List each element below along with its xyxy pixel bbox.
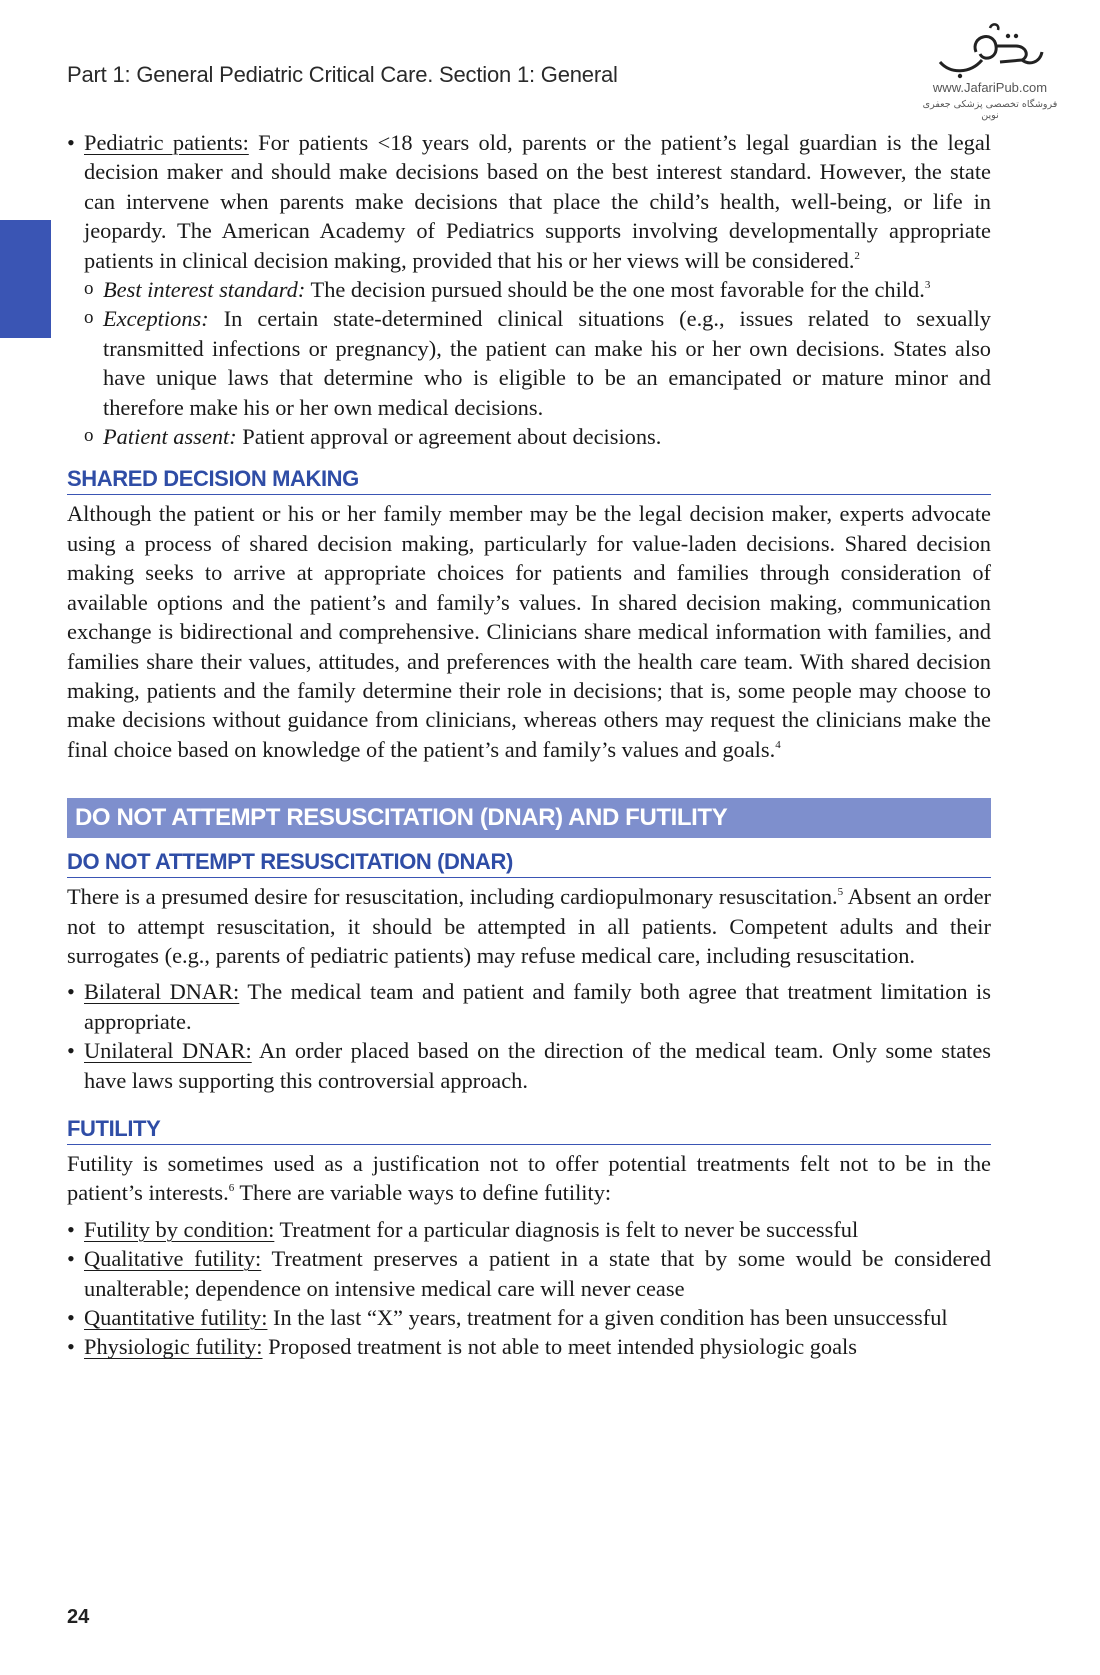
sub-bullet-patient-assent bbox=[67, 422, 991, 451]
paragraph-text: There is a presumed desire for resuscitation, including cardiopulmonary resuscitation. bbox=[67, 884, 838, 910]
bullet-physiologic-futility bbox=[67, 1332, 991, 1361]
jafaripub-logo-icon bbox=[930, 22, 1050, 80]
term-exceptions: Exceptions: bbox=[103, 306, 209, 332]
term-pediatric-patients: Pediatric patients: bbox=[84, 130, 249, 155]
bullet-text: The medical team and patient and family both agree that treatment limitation is appropriate. bbox=[84, 979, 991, 1034]
sub-bullet-exceptions bbox=[67, 304, 991, 422]
paragraph-text: Absent an order not to attempt resuscitation, it should be attempted in all patients. Competent adults and their surrogates (e.g., parents of pediatric patients) may refuse medical care, including resuscitation. bbox=[67, 884, 991, 968]
reference-marker: 4 bbox=[775, 738, 781, 751]
chapter-tab-marker bbox=[0, 220, 51, 338]
term-quantitative-futility: Quantitative futility: bbox=[84, 1305, 268, 1330]
bullet-quantitative-futility bbox=[67, 1303, 991, 1332]
paragraph-text: Futility is sometimes used as a justification not to offer potential treatments felt not to be in the patient’s interests. bbox=[67, 1150, 991, 1206]
paragraph-futility bbox=[67, 1149, 991, 1208]
running-head: Part 1: General Pediatric Critical Care. Section 1: General bbox=[67, 62, 618, 87]
bullet-text: Treatment for a particular diagnosis is felt to never be successful bbox=[274, 1216, 859, 1242]
term-best-interest: Best interest standard: bbox=[103, 277, 306, 303]
bullet-text: For patients <18 years old, parents or the patient’s legal guardian is the legal decision maker and should make decisions based on the best interest standard. However, the state can intervene when parents make decisions that place the child’s health, well-being, or life in jeopardy. The American Academy of Pediatrics supports involving developmentally appropriate patients in clinical decision making, provided that his or her views will be considered. bbox=[84, 130, 991, 273]
bullet-text: An order placed based on the direction of the medical team. Only some states have laws supporting this controversial approach. bbox=[84, 1038, 991, 1093]
reference-marker: 2 bbox=[854, 249, 860, 262]
bullet-bilateral-dnar bbox=[67, 977, 991, 1036]
bullet-pediatric-patients bbox=[67, 128, 991, 275]
bullet-text: In the last “X” years, treatment for a given condition has been unsuccessful bbox=[267, 1305, 948, 1330]
reference-marker: 3 bbox=[924, 279, 931, 292]
paragraph-shared-decision-making bbox=[67, 499, 991, 764]
bullet-futility-by-condition bbox=[67, 1215, 991, 1244]
publisher-logo bbox=[915, 22, 1065, 121]
reference-marker: 5 bbox=[837, 886, 844, 899]
logo-caption: فروشگاه تخصصی پزشکی جعفری نوین bbox=[922, 99, 1058, 121]
term-unilateral-dnar: Unilateral DNAR: bbox=[84, 1038, 252, 1064]
term-qualitative-futility: Qualitative futility: bbox=[84, 1246, 262, 1272]
bullet-unilateral-dnar bbox=[67, 1036, 991, 1095]
bullet-qualitative-futility bbox=[67, 1244, 991, 1303]
page-body bbox=[67, 128, 991, 1362]
page-number: 24 bbox=[67, 1606, 90, 1628]
sub-bullet-best-interest bbox=[67, 275, 991, 304]
heading-dnar: DO NOT ATTEMPT RESUSCITATION (DNAR) bbox=[67, 848, 991, 878]
paragraph-text: Although the patient or his or her family member may be the legal decision maker, experts advocate using a process of shared decision making, particularly for value-laden decisions. Shared decision making seeks to arrive at appropriate choices for patients and families through consideration of available options and the patient’s and family’s values. In shared decision making, communication exchange is bidirectional and comprehensive. Clinicians share medical information with families, and families share their values, attitudes, and preferences with the health care team. With shared decision making, patients and the family determine their role in decisions; that is, some people may choose to make decisions without guidance from clinicians, whereas others may request the clinicians make the final choice based on knowledge of the patient’s and family’s values and goals. bbox=[67, 501, 991, 762]
sub-bullet-text: The decision pursued should be the one most favorable for the child. bbox=[305, 277, 925, 303]
paragraph-text: There are variable ways to define futility: bbox=[234, 1180, 612, 1206]
term-futility-by-condition: Futility by condition: bbox=[84, 1216, 275, 1242]
heading-shared-decision-making: SHARED DECISION MAKING bbox=[67, 465, 991, 495]
reference-marker: 6 bbox=[228, 1182, 235, 1195]
term-bilateral-dnar: Bilateral DNAR: bbox=[84, 979, 240, 1005]
section-bar-dnar-futility: DO NOT ATTEMPT RESUSCITATION (DNAR) AND FUTILITY bbox=[67, 798, 991, 838]
sub-bullet-text: In certain state-determined clinical situations (e.g., issues related to sexually transmitted infections or pregnancy), the patient can make his or her own decisions. States also have unique laws that determine who is eligible to be an emancipated or mature minor and therefore make his or her own medical decisions. bbox=[103, 306, 991, 420]
sub-bullet-text: Patient approval or agreement about decisions. bbox=[236, 424, 662, 450]
bullet-text: Proposed treatment is not able to meet intended physiologic goals bbox=[262, 1334, 857, 1360]
term-physiologic-futility: Physiologic futility: bbox=[84, 1334, 263, 1360]
heading-futility: FUTILITY bbox=[67, 1115, 991, 1145]
bullet-text: Treatment preserves a patient in a state that by some would be considered unalterable; dependence on intensive medical care will never cease bbox=[84, 1246, 992, 1301]
paragraph-dnar bbox=[67, 882, 991, 970]
term-patient-assent: Patient assent: bbox=[103, 424, 237, 450]
logo-url: www.JafariPub.com bbox=[932, 80, 1048, 95]
